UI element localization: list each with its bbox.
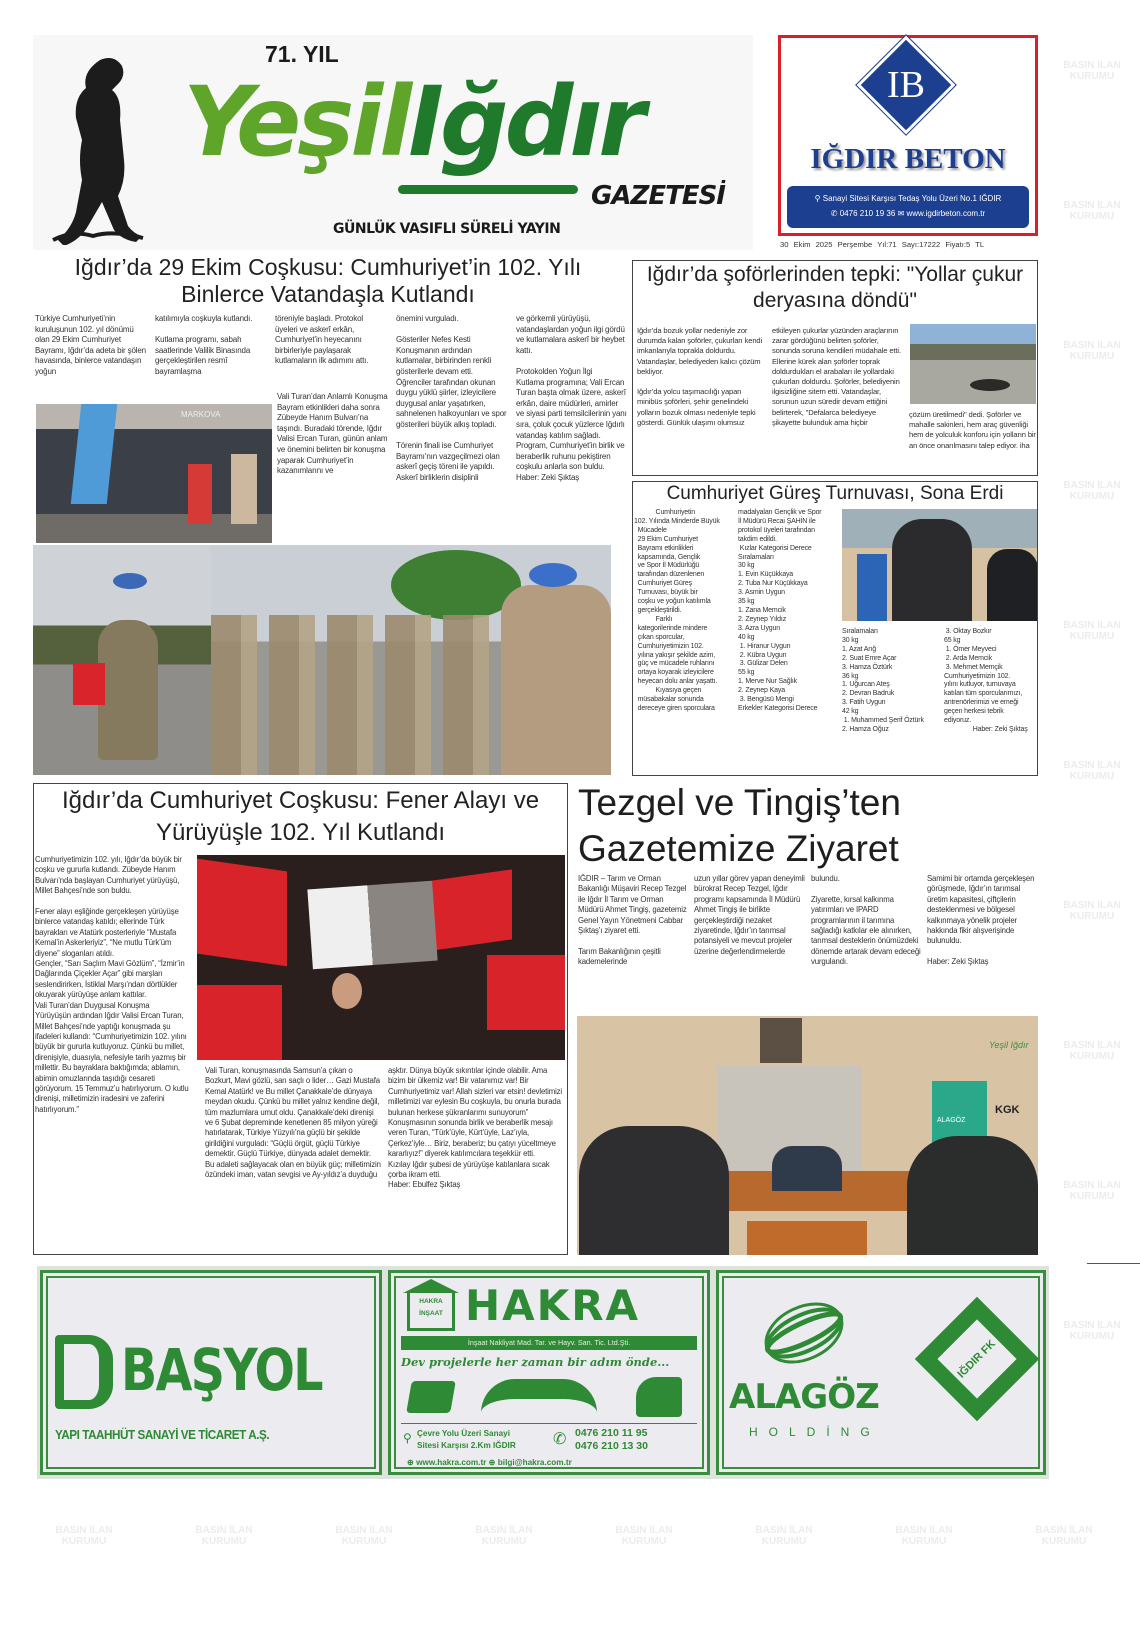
article1-headline[interactable]: Iğdır’da 29 Ekim Coşkusu: Cumhuriyet’in 102. Yılı Binlerce Vatandaşla Kutlandı bbox=[74, 254, 582, 307]
flag-blue bbox=[71, 404, 118, 504]
photo-shop-sign: MARKOVA bbox=[181, 410, 221, 419]
ib-phone: 0476 210 19 36 bbox=[839, 209, 896, 218]
hakra-phone1: 0476 210 11 95 bbox=[575, 1427, 648, 1439]
article2-headline[interactable]: Iğdır’da şoförlerinden tepki: "Yollar çukur deryasına döndü" bbox=[646, 263, 1024, 312]
photo-flag-left bbox=[197, 859, 287, 967]
watermark-mark: BASIN İLAN KURUMU bbox=[1063, 1320, 1121, 1342]
article3-photo-wrestling-medal[interactable] bbox=[842, 509, 1037, 621]
hakra-roof-icon bbox=[403, 1279, 459, 1293]
article5-col3: bulundu. Ziyarette, kırsal kalkınma yatırımları ve IPARD programlarının il tarımına sağladığı katkılar ele alınırken, tarımsal desteklerin önümüzdeki dönemde artarak devam edeceği vurgulandı. bbox=[811, 874, 921, 967]
photo-official bbox=[892, 519, 972, 621]
photo-child-body bbox=[98, 620, 158, 760]
curb-block-icon-1 bbox=[406, 1381, 456, 1413]
watermark-mark: BASIN İLAN KURUMU bbox=[195, 1525, 253, 1547]
article1-photo-protocol[interactable] bbox=[36, 404, 272, 543]
watermark-mark: BASIN İLAN KURUMU bbox=[475, 1525, 533, 1547]
article5-headline[interactable]: Tezgel ve Tingiş’ten Gazetemize Ziyaret bbox=[578, 782, 901, 869]
article2-col2: etkileyen çukurlar yüzünden araçlarının zarar gördüğünü belirten şoförler, sonunda soruna kendileri müdahale etti. Ellerine kürek alan şoförler toprak doldurdukları el arabaları ile yollardaki çukurları doldurdu. Şoförler, belediyenin ilgisizliğine sitem etti. Vatandaşlar, sorunun uzun süredir devam ettiğini belirterek, "Defalarca belediyeye şikayette bulunduk ama hiçbir bbox=[772, 326, 901, 427]
article4-col2: Vali Turan, konuşmasında Samsun’a çıkan o Bozkurt, Mavi gözlü, sarı saçlı o lider… Gazi Mustafa Kemal Atatürk! ve Bu millet Çanakkale’de dünyaya meydan okudu. Çünkü bu millet yalnız kendine değil, tüm mazlumlara umut oldu. Çanakkale’deki direnişi ve 6 Şubat depreminde kenetlenen 85 milyon yüreği hatırlatarak, Türkiye Yüzyılı’na güçlü bir şekilde girildiğini vurguladı: “Güçlü örgüt, güçlü Türkiye demektir. Güçlü Türkiye, dünyada adalet demektir. Bu adaleti sağlayacak olan en büyük güç; milletimizin özündeki iman, vatan sevgisi ve Ay-yıldız’a duyduğu bbox=[205, 1066, 381, 1180]
photo-man-left bbox=[579, 1126, 729, 1255]
watermark-mark: BASIN İLAN KURUMU bbox=[1063, 480, 1121, 502]
article5-col4: Samimi bir ortamda gerçekleşen görüşmede, Iğdır’ın tarımsal üretim kapasitesi, çiftçilerin desteklenmesi ve bölgesel kalkınmaya yönelik projeler hakkında fikir alışverişinde bulunuldu. Haber: Zeki Şıktaş bbox=[927, 874, 1035, 967]
watermark-mark: BASIN İLAN KURUMU bbox=[1035, 1525, 1093, 1547]
hakra-divider bbox=[401, 1423, 697, 1424]
ib-contact-bar bbox=[787, 186, 1029, 228]
issue-day: 30 bbox=[780, 240, 789, 249]
igdir-beton-ad[interactable] bbox=[778, 35, 1038, 236]
newspaper-subtitle: GAZETESİ bbox=[591, 181, 725, 211]
photo-man-center bbox=[772, 1146, 842, 1191]
email-icon: ⊕ bbox=[488, 1458, 498, 1467]
basyol-b-logo-icon bbox=[55, 1335, 113, 1409]
watermark-mark: BASIN İLAN KURUMU bbox=[1063, 200, 1121, 222]
globe-icon: ⊕ bbox=[407, 1458, 417, 1467]
ib-monogram: IB bbox=[887, 64, 925, 106]
photo-pothole bbox=[970, 379, 1010, 391]
watermark-mark: BASIN İLAN KURUMU bbox=[1063, 1040, 1121, 1062]
article4-photo-fener-alayi[interactable] bbox=[197, 855, 565, 1060]
photo-flag-bottom-left bbox=[197, 985, 282, 1060]
hakra-address bbox=[417, 1428, 547, 1452]
article3-col2: madalyaları Gençlik ve Spor İl Müdürü Recai ŞAHİN ile protokol üyeleri tarafından takdim edildi. Kızlar Kategorisi Derece Sıralamaları 30 kg 1. Evin Küçükkaya 2. Tuba Nur Küçükkaya 3. Asmin Uygun 35 kg 1. Zana Memcik 2. Zeynep Yıldız 3. Azra Uygun 40 kg 1. Hiranur Uygun 2. Kübra Uygun 3. Gülizar Delen 55 kg 1. Merve Nur Sağlık 2. Zeynep Kaya 3. Bengüsü Mengi Erkekler Kategorisi Derece bbox=[738, 509, 822, 712]
issue-price: Fiyatı:5 TL bbox=[945, 240, 985, 249]
alagoz-name: ALAGÖZ bbox=[729, 1377, 879, 1417]
photo-kgk-text: KGK bbox=[995, 1104, 1020, 1116]
phone-icon: ✆ bbox=[830, 209, 840, 218]
hakra-badge-line1: HAKRA bbox=[419, 1298, 443, 1305]
hakra-company-bar bbox=[401, 1336, 697, 1350]
article1-col3: töreniyle başladı. Protokol üyeleri ve askerî erkân, Cumhuriyet’in heyecanını birbirleriyle paylaşarak kutlamaların ilk adımını attı. bbox=[275, 314, 369, 366]
masthead bbox=[33, 35, 753, 250]
article3-col4: 3. Oktay Bozkır 65 kg 1. Ömer Meyveci 2. Arda Memcik 3. Mehmet Memçik Cumhuriyetimizin 102. yılını kutluyor, turnuvaya katılan tüm sporcularımızı, antrenörlerimizi ve emeği geçen herkesi tebrik ediyoruz. Haber: Zeki Şıktaş bbox=[944, 628, 1028, 733]
article2-col1: Iğdır’da bozuk yollar nedeniyle zor durumda kalan şoförler, çukurları kendi imkanlarıyla toprakla doldurdu. Vatandaşlar, belediyeden kalıcı çözüm bekliyor. Iğdır’da yolcu taşımacılığı yapan minibüs şoförleri, şehir genelindeki yolların bozuk olması nedeniyle tepki gösterdi. Günlük ulaşımı olumsuz bbox=[637, 326, 762, 427]
hakra-ad[interactable] bbox=[388, 1270, 710, 1475]
photo-turkish-flag bbox=[73, 663, 105, 705]
article3-col1: Cumhuriyetin 102. Yılında Minderde Büyük Mücadele 29 Ekim Cumhuriyet Bayramı etkinlikleri kapsamında, Gençlik ve Spor İl Müdürlüğü tarafından düzenlenen Cumhuriyet Güreş Turnuvası, büyük bir coşku ve yoğun katılımla gerçekleştirildi. Farklı kategorilerinde mindere çıkan sporcular, Cumhuriyetimizin 102. yılına yakışır şekilde azim, güç ve mücadele ruhlarını ortaya koyarak izleyicilere heyecan dolu anlar yaşattı. Kıyasıya geçen müsabakalar sonunda dereceye giren sporculara bbox=[634, 509, 720, 712]
logo-part-yesil: Yeşil bbox=[183, 66, 409, 178]
newspaper-tagline: GÜNLÜK VASIFLI SÜRELİ YAYIN bbox=[333, 221, 561, 237]
photo-flag-bottom-right bbox=[487, 955, 565, 1030]
watermark-mark: BASIN İLAN KURUMU bbox=[1063, 760, 1121, 782]
issue-number: Sayı:17222 bbox=[901, 240, 941, 249]
hakra-slogan: Dev projelerle her zaman bir adım önde... bbox=[401, 1355, 670, 1369]
photo-beret-front bbox=[529, 563, 577, 587]
ib-website[interactable]: www.igdirbeton.com.tr bbox=[906, 209, 986, 218]
watermark-mark: BASIN İLAN KURUMU bbox=[1063, 340, 1121, 362]
anniversary-label: 71. YIL bbox=[265, 41, 339, 67]
article1-col5: önemini vurguladı. Gösteriler Nefes Kesti Konuşmanın ardından kutlamalar, birbirinden renkli gösterilerle devam etti. Öğrenciler tarafından okunan duygu yüklü şiirler, izleyicilere duygusal anlar yaşatırken, sahnelenen halkoyunları ve spor gösterileri büyük alkış topladı. Törenin finali ise Cumhuriyet Bayramı’nın vazgeçilmezi olan askerî geçiş töreni ile yapıldı. Askerî birliklerin disiplinli bbox=[396, 314, 507, 482]
watermark-mark: BASIN İLAN KURUMU bbox=[1063, 1180, 1121, 1202]
logo-part-igdir: Iğdır bbox=[408, 66, 642, 178]
photo-figure-red bbox=[188, 464, 212, 524]
photo-flag-right bbox=[432, 869, 512, 950]
hakra-phones bbox=[575, 1427, 648, 1453]
watermark-mark: BASIN İLAN KURUMU bbox=[755, 1525, 813, 1547]
hakra-name: HAKRA bbox=[465, 1281, 641, 1330]
photo-ataturk-poster bbox=[307, 881, 437, 970]
article1-col1: Türkiye Cumhuriyeti’nin kuruluşunun 102. yıl dönümü olan 29 Ekim Cumhuriyet Bayramı, Iğdır’da adeta bir şölen havasında, binlerce vatandaşın yoğun bbox=[35, 314, 146, 376]
hakra-location-icon: ⚲ bbox=[403, 1431, 412, 1445]
alagoz-ad[interactable] bbox=[716, 1270, 1046, 1475]
photo-ataturk-portrait bbox=[760, 1018, 802, 1063]
curb-block-icon-3 bbox=[636, 1377, 682, 1417]
photo-athlete-blue bbox=[857, 554, 887, 621]
logo-underline bbox=[398, 185, 578, 194]
ib-address: Sanayi Sitesi Karşısı Tedaş Yolu Üzeri No.1 IĞDIR bbox=[822, 194, 1002, 203]
issue-weekday: Perşembe bbox=[837, 240, 873, 249]
article1-photo-soldiers[interactable] bbox=[211, 545, 611, 775]
hakra-address-line1: Çevre Yolu Üzeri Sanayi bbox=[417, 1429, 510, 1438]
curb-block-icon-2 bbox=[481, 1379, 597, 1413]
mail-icon: ✉ bbox=[897, 209, 907, 218]
issue-info bbox=[780, 240, 984, 250]
photo-child-beret bbox=[113, 573, 147, 589]
hakra-website[interactable]: www.hakra.com.tr bbox=[416, 1458, 487, 1467]
watermark-mark: BASIN İLAN KURUMU bbox=[1063, 900, 1121, 922]
basyol-tagline: YAPI TAAHHÜT SANAYİ VE TİCARET A.Ş. bbox=[55, 1427, 270, 1442]
article3-col3: Sıralamaları 30 kg 1. Azat Arığ 2. Suat Emre Açar 3. Hamza Öztürk 36 kg 1. Uğurcan Ateş 2. Devran Badruk 3. Fatih Uygun 42 kg 1. Muhammed Şerif Öztürk 2. Hamza Oğuz bbox=[842, 628, 924, 733]
hakra-badge-line2: İNŞAAT bbox=[419, 1310, 443, 1317]
article1-col4: Vali Turan’dan Anlamlı Konuşma Bayram etkinlikleri daha sonra Zübeyde Hanım Bulvarı’na taşındı. Buradaki törende, Iğdır Valisi Ercan Turan, günün anlam ve önemini belirten bir konuşma yaparak Cumhuriyet’in kazanımlarını ve bbox=[277, 392, 388, 476]
article5-col1: IĞDIR – Tarım ve Orman Bakanlığı Müşaviri Recep Tezgel ile Iğdır İl Tarım ve Orman Müdürü Ahmet Tingiş, gazetemiz Genel Yayın Yönetmeni Cabbar Şıktaş’ı ziyaret etti. Tarım Bakanlığının çeşitli kademelerinde bbox=[578, 874, 687, 967]
basyol-ad[interactable] bbox=[40, 1270, 382, 1475]
article3-headline[interactable]: Cumhuriyet Güreş Turnuvası, Sona Erdi bbox=[666, 483, 1004, 504]
article5-photo-office-visit[interactable] bbox=[577, 1016, 1038, 1255]
article5-col2: uzun yıllar görev yapan deneyimli bürokrat Recep Tezgel, Iğdır programı kapsamında İl Müdürü Ahmet Tingiş ile birlikte gerçekleştirdiği nezaket ziyaretinde, Iğdır’ın tarımsal potansiyeli ve mevcut projeler üzerine değerlendirmelerde bbox=[694, 874, 805, 956]
photo-jersey-text: ALAGÖZ bbox=[937, 1117, 966, 1124]
alagoz-sphere-logo-icon bbox=[759, 1301, 849, 1366]
photo-man-right bbox=[907, 1136, 1038, 1255]
photo-soldier-front bbox=[501, 585, 611, 775]
basyol-name: BAŞYOL bbox=[121, 1336, 322, 1404]
ataturk-silhouette-icon bbox=[48, 50, 148, 245]
article4-headline[interactable]: Iğdır’da Cumhuriyet Coşkusu: Fener Alayı ve Yürüyüşle 102. Yıl Kutlandı bbox=[61, 787, 540, 846]
ib-brand-name: IĞDIR BETON bbox=[810, 143, 1006, 175]
hakra-address-line2: Sitesi Karşısı 2.Km IĞDIR bbox=[417, 1441, 516, 1450]
side-rule bbox=[1087, 1263, 1140, 1264]
hakra-email[interactable]: bilgi@hakra.com.tr bbox=[497, 1458, 572, 1467]
watermark-mark: BASIN İLAN KURUMU bbox=[895, 1525, 953, 1547]
watermark-mark: BASIN İLAN KURUMU bbox=[1063, 620, 1121, 642]
alagoz-subtitle: HOLDİNG bbox=[749, 1425, 881, 1439]
article2-photo-road[interactable] bbox=[910, 324, 1036, 404]
hakra-phone2: 0476 210 13 30 bbox=[575, 1440, 648, 1452]
photo-athlete-black bbox=[987, 549, 1037, 621]
igdir-fk-label: IĞDIR FK bbox=[955, 1337, 998, 1381]
photo-poster-text: Yeşil Iğdır bbox=[989, 1040, 1029, 1050]
article1-photo-child-soldier[interactable] bbox=[33, 545, 211, 775]
issue-volume: Yıl:71 bbox=[877, 240, 897, 249]
photo-crowd-face bbox=[332, 973, 362, 1009]
article1-col2: katılımıyla coşkuyla kutlandı. Kutlama programı, sabah saatlerinde Valilik Binasında gerçekleştirilen resmî bayramlaşma bbox=[155, 314, 253, 376]
issue-year: 2025 bbox=[815, 240, 833, 249]
watermark-mark: BASIN İLAN KURUMU bbox=[335, 1525, 393, 1547]
article2-col3: çözüm üretilmedi" dedi. Şoförler ve mahalle sakinleri, hem araç güvenliği hem de yolculuk konforu için yolların bir an önce onarılmasını talep ediyor. iha bbox=[909, 410, 1036, 450]
hakra-company: İnşaat Nakliyat Mad. Tar. ve Hayv. San. Tic. Ltd.Şti. bbox=[467, 1338, 631, 1347]
location-pin-icon: ⚲ bbox=[814, 194, 823, 203]
article4-col3: aşktır. Dünya büyük sıkıntılar içinde olabilir. Ama bizim bir ülkemiz var! Bir vatanımız var! Bir Cumhuriyetimiz var! Allah sizleri var etsin! devletimizi milletimizi var eylesin Bu coşkuyla, bu onurla burada bulunan herkese şükranlarımı sunuyorum” Konuşmasının sonunda birlik ve beraberlik mesajı veren Turan, “Türk’üyle, Kürt’üyle, Laz’ıyla, Çerkez’iyle… Biriz, beraberiz; bu çatıyı yüceltmeye kararlıyız!” diyerek katılımcılara teşekkür etti. Kızılay Iğdır şubesi de yürüyüşe katılanlara sıcak çorba ikram etti. Haber: Ebulfez Şıktaş bbox=[388, 1066, 563, 1190]
issue-month: Ekim bbox=[793, 240, 811, 249]
hakra-phone-icon: ✆ bbox=[553, 1431, 567, 1448]
photo-figure-beige bbox=[231, 454, 257, 524]
article1-col6: ve görkemli yürüyüşü, vatandaşlardan yoğun ilgi gördü ve kutlamalara askerî bir heybet kattı. Protokolden Yoğun İlgi Kutlama programına; Vali Ercan Turan başta olmak üzere, askerî erkân, daire müdürleri, amirler ve siyasi parti temsilcilerinin yanı sıra, çoluk çocuk yüzlerce Iğdırlı vatandaş katılım sağladı. Program, Cumhuriyet’in birlik ve beraberlik ruhunu pekiştiren coşkulu anlarla son buldu. Haber: Zeki Şıktaş bbox=[516, 314, 627, 482]
watermark-mark: BASIN İLAN KURUMU bbox=[615, 1525, 673, 1547]
hakra-web-row bbox=[407, 1457, 572, 1468]
photo-coffee-table bbox=[747, 1221, 867, 1255]
watermark-mark: BASIN İLAN KURUMU bbox=[1063, 60, 1121, 82]
article4-col1: Cumhuriyetimizin 102. yılı, Iğdır’da büyük bir coşku ve gururla kutlandı. Zübeyde Hanım Bulvarı’nda başlayan Cumhuriyet yürüyüşü, Millet Bahçesi’nde son buldu. Fener alayı eşliğinde gerçekleşen yürüyüşe binlerce vatandaş katıldı; ellerinde Türk bayrakları ve Atatürk posterleriyle “Mustafa Kemal’in Askerleriyiz”, “Ne mutlu Türk’üm diyene” sloganları atıldı. Gençler, “Sarı Saçlım Mavi Gözlüm”, “İzmir’in Dağlarında Çiçekler Açar” gibi marşları seslendirirken, İstiklal Marşı’ndan dörtlükler okuyarak yürüyüşe anlam kattılar. Vali Turan’dan Duygusal Konuşma Yürüyüşün ardından Iğdır Valisi Ercan Turan, Millet Bahçesi’nde yaptığı konuşmada şu ifadeleri kullandı: “Cumhuriyetimizin 102. yılını büyük bir gururla kutluyoruz. Çünkü bu millet, direnişiyle, duasıyla, nefesiyle tarih yazmış bir millettir. Bu bayraklara baktığımda; ablamın, abimin omuzlarında taşıdığı cesareti görüyorum. 15 Temmuz’u hatırlıyorum. O kutlu direnişi, milletimizin iradesini ve zaferini hatırlıyorum.” bbox=[35, 855, 189, 1114]
watermark-mark: BASIN İLAN KURUMU bbox=[55, 1525, 113, 1547]
